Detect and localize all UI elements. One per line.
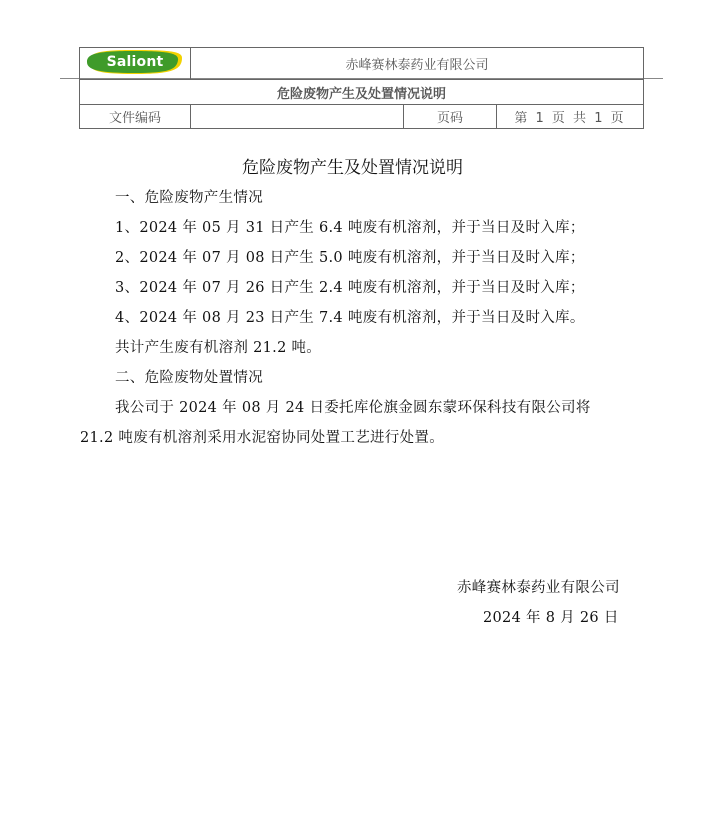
header-document-subtitle: 危险废物产生及处置情况说明 [80, 80, 644, 105]
header-company-name: 赤峰赛林泰药业有限公司 [191, 48, 644, 80]
document-header [79, 47, 643, 129]
logo-text: Saliont [106, 54, 164, 70]
file-code-value [191, 105, 404, 129]
list-item: 1、2024 年 05 月 31 日产生 6.4 吨废有机溶剂，并于当日及时入库； [115, 220, 585, 236]
logo-cell [80, 48, 191, 80]
header-table [79, 47, 644, 129]
company-logo [85, 49, 185, 75]
page-label: 页码 [404, 105, 497, 129]
signature-date: 2024 年 8 月 26 日 [483, 610, 619, 626]
document-title: 危险废物产生及处置情况说明 [242, 158, 463, 178]
disposal-text-line2: 21.2 吨废有机溶剂采用水泥窑协同处置工艺进行处置。 [80, 430, 444, 446]
page-count: 第 1 页 共 1 页 [497, 105, 644, 129]
section1-heading: 一、危险废物产生情况 [115, 190, 263, 206]
list-item: 4、2024 年 08 月 23 日产生 7.4 吨废有机溶剂，并于当日及时入库。 [115, 310, 585, 326]
signature-company: 赤峰赛林泰药业有限公司 [457, 580, 620, 596]
section2-heading: 二、危险废物处置情况 [115, 370, 263, 386]
disposal-text-line1: 我公司于 2024 年 08 月 24 日委托库伦旗金圆东蒙环保科技有限公司将 [115, 400, 591, 416]
list-item: 2、2024 年 07 月 08 日产生 5.0 吨废有机溶剂，并于当日及时入库； [115, 250, 585, 266]
list-item: 3、2024 年 07 月 26 日产生 2.4 吨废有机溶剂，并于当日及时入库； [115, 280, 585, 296]
total-line: 共计产生废有机溶剂 21.2 吨。 [115, 340, 322, 356]
file-code-label: 文件编码 [80, 105, 191, 129]
